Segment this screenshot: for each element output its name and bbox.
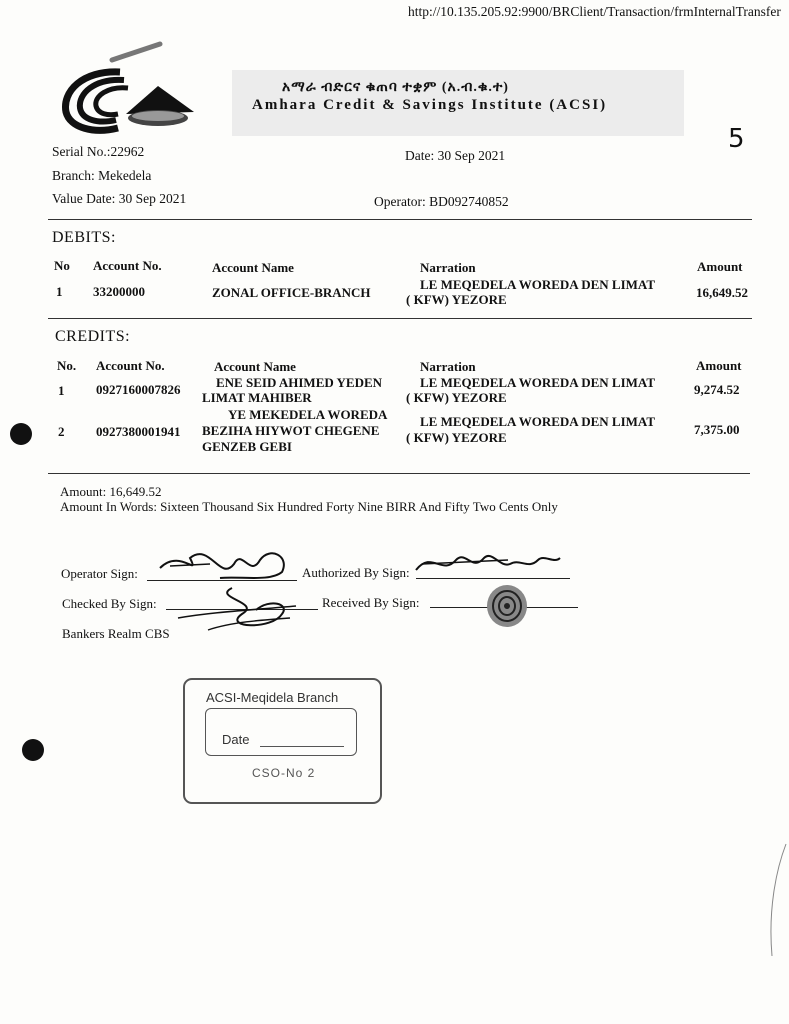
stamp-cso-number: CSO-No 2 (252, 766, 316, 780)
cbs-footer: Bankers Realm CBS (62, 626, 170, 641)
debits-header-amount: Amount (697, 259, 743, 274)
credit-row-2-amount: 7,375.00 (694, 422, 740, 437)
credit-row-1-account: 0927160007826 (96, 382, 181, 397)
acsi-logo-icon (58, 62, 198, 140)
value-date: Value Date: 30 Sep 2021 (52, 191, 187, 206)
credit-row-2-name-3: GENZEB GEBI (202, 439, 292, 454)
credits-header-no: No. (57, 358, 77, 373)
credits-header-narration: Narration (420, 359, 476, 374)
punch-hole-icon (22, 739, 44, 761)
org-name-english: Amhara Credit & Savings Institute (ACSI) (252, 97, 608, 113)
debit-row-amount: 16,649.52 (696, 285, 748, 300)
page-url: http://10.135.205.92:9900/BRClient/Transaction/frmInternalTransfer (408, 4, 781, 19)
voucher-date: Date: 30 Sep 2021 (405, 148, 506, 163)
debits-header-account: Account No. (93, 258, 162, 273)
checked-signature-icon (172, 584, 302, 634)
credit-row-2-narration-2: ( KFW) YEZORE (406, 430, 507, 445)
credit-row-1-no: 1 (58, 383, 65, 398)
debit-row-narration-1: LE MEQEDELA WOREDA DEN LIMAT (420, 277, 656, 292)
operator-signature-icon (150, 538, 300, 588)
page-edge-mark-icon (758, 840, 788, 960)
divider (48, 318, 752, 319)
amount-in-words: Amount In Words: Sixteen Thousand Six Hundred Forty Nine BIRR And Fifty Two Cents Only (60, 499, 558, 514)
credit-row-2-account: 0927380001941 (96, 424, 181, 439)
stamp-branch-name: ACSI-Meqidela Branch (206, 690, 339, 705)
debits-title: DEBITS: (52, 229, 116, 246)
branch-name: Branch: Mekedela (52, 168, 152, 183)
credit-row-1-name-2: LIMAT MAHIBER (202, 390, 312, 405)
credits-title: CREDITS: (55, 328, 131, 345)
debits-header-no: No (54, 258, 70, 273)
stamp-date-line (260, 746, 344, 747)
handwritten-mark: 5 (728, 124, 745, 154)
authorized-sign-label: Authorized By Sign: (302, 565, 410, 580)
debits-header-narration: Narration (420, 260, 476, 275)
credit-row-2-name-1: YE MEKEDELA WOREDA (228, 407, 388, 422)
divider (48, 219, 752, 220)
credit-row-1-amount: 9,274.52 (694, 382, 740, 397)
credit-row-1-name-1: ENE SEID AHIMED YEDEN (216, 375, 383, 390)
checked-sign-label: Checked By Sign: (62, 596, 157, 611)
received-sign-label: Received By Sign: (322, 595, 420, 610)
credits-header-account: Account No. (96, 358, 165, 373)
total-amount: Amount: 16,649.52 (60, 484, 162, 499)
credit-row-2-narration-1: LE MEQEDELA WOREDA DEN LIMAT (420, 414, 656, 429)
org-name-amharic: አማራ ብድርና ቁጠባ ተቋም (አ.ብ.ቁ.ተ) (282, 80, 509, 95)
debit-row-name: ZONAL OFFICE-BRANCH (212, 285, 371, 300)
credit-row-2-name-2: BEZIHA HIYWOT CHEGENE (202, 423, 380, 438)
stamp-date-label: Date (222, 732, 250, 747)
operator-sign-label: Operator Sign: (61, 566, 138, 581)
credits-header-amount: Amount (696, 358, 742, 373)
debit-row-account: 33200000 (93, 284, 145, 299)
received-thumbprint-icon (482, 582, 532, 630)
debits-header-name: Account Name (212, 260, 294, 275)
authorized-signature-icon (412, 546, 564, 582)
divider (48, 473, 750, 474)
serial-number: Serial No.:22962 (52, 144, 145, 159)
credit-row-1-narration-1: LE MEQEDELA WOREDA DEN LIMAT (420, 375, 656, 390)
debit-row-narration-2: ( KFW) YEZORE (406, 292, 507, 307)
credits-header-name: Account Name (214, 359, 296, 374)
credit-row-2-no: 2 (58, 424, 65, 439)
operator-id: Operator: BD092740852 (374, 194, 509, 209)
credit-row-1-narration-2: ( KFW) YEZORE (406, 390, 507, 405)
punch-hole-icon (10, 423, 32, 445)
debit-row-no: 1 (56, 284, 63, 299)
